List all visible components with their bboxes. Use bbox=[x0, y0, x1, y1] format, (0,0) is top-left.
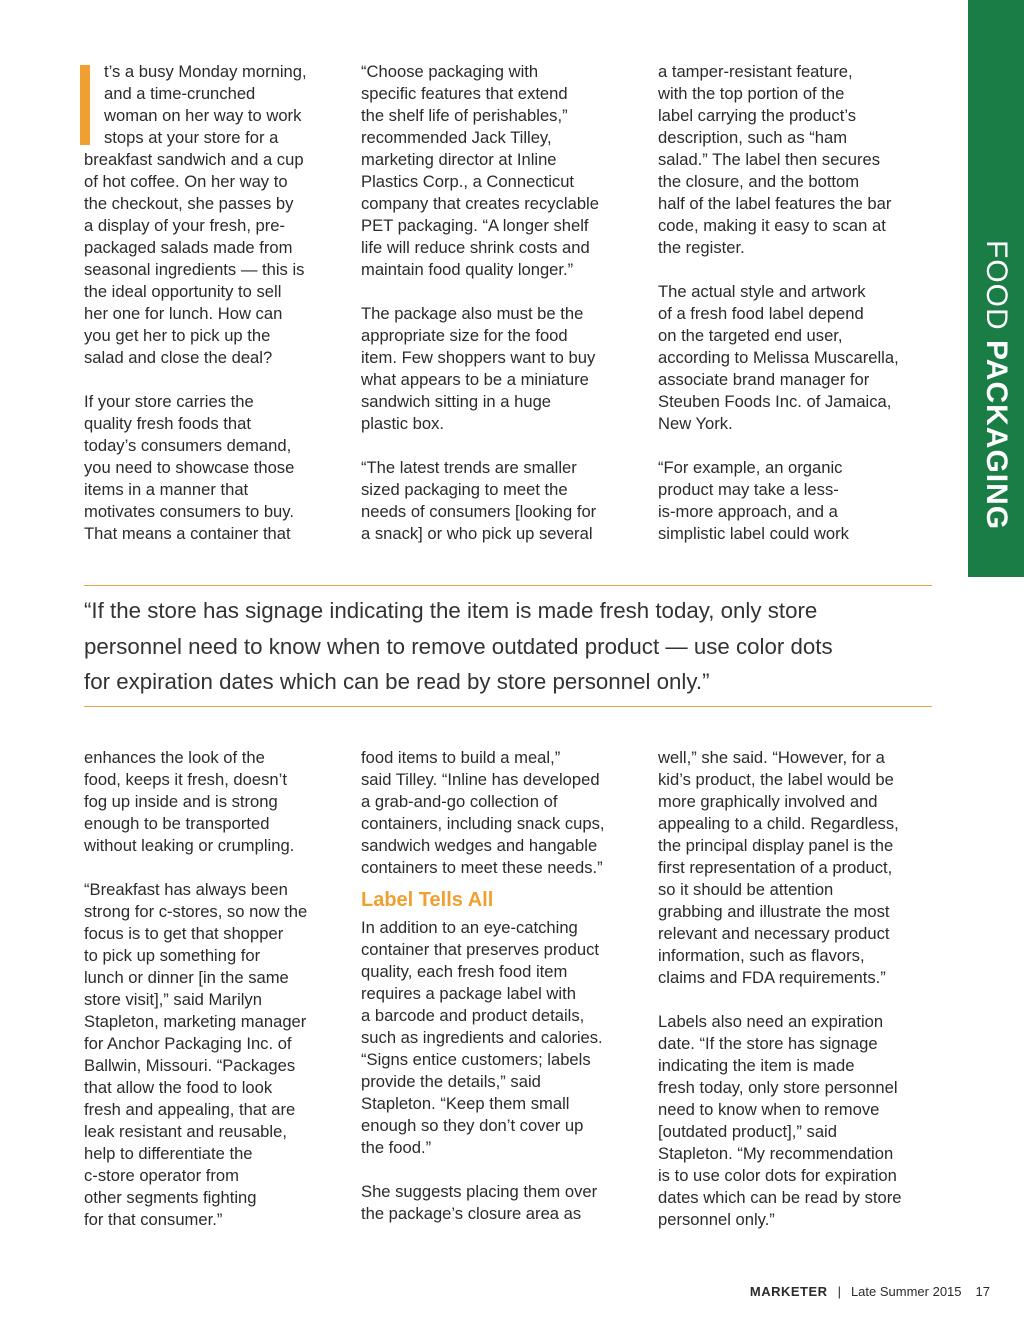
intro-lines: t’s a busy Monday morning, and a time-crunched woman on her way to work stops at your store for a bbox=[104, 62, 307, 147]
dropcap-bar bbox=[80, 65, 90, 145]
pullquote-rule-bottom bbox=[84, 706, 932, 707]
intro-rest: breakfast sandwich and a cup of hot coffee. On her way to the checkout, she passes by a display of your fresh, pre- packaged salads made from seasonal ingredients — this is the ideal opportunity to sell her one for lunch. How can you get her to pick up the salad and close the deal? bbox=[84, 150, 305, 367]
bottom-column-2 bbox=[361, 747, 643, 1225]
paragraph: a tamper-resistant feature, with the top portion of the label carrying the product’s description, such as “ham salad.” The label then secures the closure, and the bottom half of the label features the bar code, making it easy to scan at the register. bbox=[658, 62, 892, 257]
paragraph: Labels also need an expiration date. “If the store has signage indicating the item is made fresh today, only store personnel need to know when to remove [outdated product],” said Stapleton. “My recommendation is to use color dots for expiration dates which can be read by store personnel only.” bbox=[658, 1012, 902, 1229]
paragraph: The actual style and artwork of a fresh food label depend on the targeted end user, according to Melissa Muscarella, associate brand manager for Steuben Foods Inc. of Jamaica, New York. bbox=[658, 282, 899, 433]
section-tab-label-bold: PACKAGING bbox=[980, 340, 1013, 531]
pullquote-rule-top bbox=[84, 585, 932, 586]
magazine-logo: MARKETER bbox=[749, 1284, 828, 1299]
paragraph: well,” she said. “However, for a kid’s product, the label would be more graphically involved and appealing to a child. Regardless, the principal display panel is the first representation of a product, so it should be attention grabbing and illustrate the most relevant and necessary product information, such as flavors, claims and FDA requirements.” bbox=[658, 748, 899, 987]
paragraph: The package also must be the appropriate size for the food item. Few shoppers want to buy what appears to be a miniature sandwich sitting in a huge plastic box. bbox=[361, 304, 596, 433]
paragraph: “For example, an organic product may take a less- is-more approach, and a simplistic label could work bbox=[658, 458, 849, 543]
paragraph: If your store carries the quality fresh foods that today’s consumers demand, you need to showcase those items in a manner that motivates consumers to buy. That means a container that bbox=[84, 392, 295, 543]
paragraph: She suggests placing them over the package’s closure area as bbox=[361, 1182, 598, 1223]
paragraph: In addition to an eye-catching container that preserves product quality, each fresh food item requires a package label with a barcode and product details, such as ingredients and calories. “Signs entice customers; labels provide the details,” said Stapleton. “Keep them small enough so they don’t cover up the food.” bbox=[361, 918, 603, 1157]
dropcap-paragraph bbox=[84, 61, 346, 369]
paragraph: “Choose packaging with specific features that extend the shelf life of perishables,” recommended Jack Tilley, marketing director at Inline Plastics Corp., a Connecticut company that creates recyclable PET packaging. “A longer shelf life will reduce shrink costs and maintain food quality longer.” bbox=[361, 62, 599, 279]
paragraph: “Breakfast has always been strong for c-stores, so now the focus is to get that shopper to pick up something for lunch or dinner [in the same store visit],” said Marilyn Stapleton, marketing manager for Anchor Packaging Inc. of Ballwin, Missouri. “Packages that allow the food to look fresh and appealing, that are leak resistant and reusable, help to differentiate the c-store operator from other segments fighting for that consumer.” bbox=[84, 880, 308, 1229]
page-footer bbox=[750, 1284, 990, 1299]
issue-label: Late Summer 2015 bbox=[850, 1284, 962, 1299]
paragraph: food items to build a meal,” said Tilley. “Inline has developed a grab-and-go collection of containers, including snack cups, sandwich wedges and hangable containers to meet these needs.” bbox=[361, 748, 605, 877]
top-column-2 bbox=[361, 61, 643, 545]
pullquote: “If the store has signage indicating the item is made fresh today, only store personnel need to know when to remove outdated product — use color dots for expiration dates which can be read by store personnel only.” bbox=[84, 598, 833, 694]
section-tab-label bbox=[981, 240, 1011, 530]
footer-separator: | bbox=[837, 1284, 841, 1299]
top-column-3 bbox=[658, 61, 940, 545]
bottom-column-1 bbox=[84, 747, 346, 1231]
bottom-column-3 bbox=[658, 747, 940, 1231]
paragraph: “The latest trends are smaller sized packaging to meet the needs of consumers [looking for a snack] or who pick up several bbox=[361, 458, 597, 543]
page-number: 17 bbox=[975, 1284, 990, 1299]
paragraph: enhances the look of the food, keeps it fresh, doesn’t fog up inside and is strong enough to be transported without leaking or crumpling. bbox=[84, 748, 295, 855]
subheading: Label Tells All bbox=[361, 889, 494, 911]
section-tab-label-light: FOOD bbox=[980, 240, 1013, 340]
top-column-1 bbox=[84, 61, 346, 545]
